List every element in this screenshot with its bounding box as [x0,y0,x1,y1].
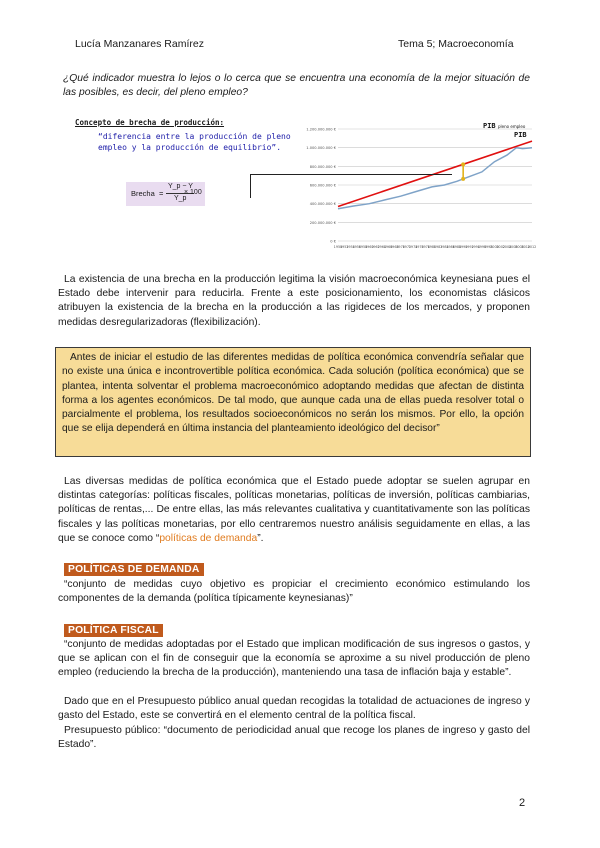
page-number: 2 [519,797,526,809]
x-tick-label: 1976 [415,245,424,249]
y-tick-label: 400.000.000 € [309,202,336,207]
y-tick-label: 800.000.000 € [309,164,336,169]
section-heading-fiscal-policy: POLÍTICA FISCAL [64,624,163,637]
x-tick-label: 1964 [377,245,387,249]
chart-x-ticks [334,245,536,249]
x-tick-label: 2002 [496,245,506,249]
chart-y-ticks [306,128,336,244]
x-tick-label: 1952 [339,245,349,249]
chart-grid [338,129,532,241]
x-tick-label: 2012 [527,245,536,249]
header-author: Lucía Manzanares Ramírez [75,38,204,50]
paragraph-policy-types [58,475,530,546]
output-gap-chart [218,115,536,255]
budget-paragraph: Dado que en el Presupuesto público anual quedan recogidas la totalidad de actuaciones de ingreso y gasto del Estado, este se convertirá en el elemento central de la política fiscal. [58,696,530,722]
y-tick-label: 200.000.000 € [309,220,336,225]
gap-dot-bottom [461,177,465,181]
x-tick-label: 1988 [452,245,462,249]
x-tick-label: 1996 [477,245,487,249]
x-tick-label: 1992 [465,245,474,249]
formula-tail: × 100 [184,189,202,196]
figure-title: Concepto de brecha de producción: [75,118,225,127]
question: ¿Qué indicador muestra lo lejos o lo cerca que se encuentra una economía de la mejor situación de las posibles, es decir, del pleno empleo? [63,73,530,98]
x-tick-label: 2000 [490,245,499,249]
paragraph-output-gap: La existencia de una brecha en la producción legitima la visión macroeconómica keynesiana pues el Estado debe intervenir para reducirla. Frente a este posicionamiento, los economistas clásicos atribuyen la existencia de la brecha en la producción a las rigideces de los mercados, y proponen medidas desregularizadoras (flexibilización). [58,274,530,328]
demand-policies-definition: “conjunto de medidas cuyo objetivo es propiciar el crecimiento económico estimulando los componentes de la demanda (política típicamente keynesianas)” [58,579,530,605]
x-tick-label: 1986 [446,245,455,249]
budget-definition: Presupuesto público: “documento de periodicidad anual que recoge los planes de ingreso y gasto del Estado”. [58,725,530,751]
x-tick-label: 1980 [427,245,437,249]
figure-definition: “diferencia entre la producción de pleno empleo y la producción de equilibrio”. [98,132,291,152]
x-tick-label: 1962 [371,245,380,249]
formula-denominator: Y_p [174,195,187,202]
fiscal-policy-definition: “conjunto de medidas adoptadas por el Estado que implican modificación de sus ingresos o gastos, y que se aplican con el fin de conseguir que la economía se aproxime a su nivel producción de pleno empleo (reduciendo la brecha de la producción), manteniendo una tasa de inflación baja y estable”. [58,639,530,679]
x-tick-label: 1968 [390,245,399,249]
x-tick-label: 2006 [508,245,518,249]
section-heading-demand-policies: POLÍTICAS DE DEMANDA [64,563,204,576]
header-topic: Tema 5; Macroeconomía [398,38,514,50]
x-tick-label: 1990 [458,245,468,249]
y-tick-label: 0 € [330,239,336,244]
pib-label: PIB [514,131,527,139]
y-tick-label: 600.000.000 € [309,183,336,188]
economic-policy-note [55,347,531,457]
connector-horizontal [250,174,452,175]
x-tick-label: 1960 [364,245,374,249]
x-tick-label: 2008 [515,245,524,249]
pib-series-line [338,148,532,209]
x-tick-label: 1982 [433,245,443,249]
potential-pib-label: PIB [483,122,496,130]
x-tick-label: 1998 [483,245,493,249]
x-tick-label: 1956 [352,245,362,249]
gap-dot-top [461,162,465,166]
formula-lhs: Brecha [131,189,155,198]
x-tick-label: 1966 [383,245,393,249]
x-tick-label: 2004 [502,245,512,249]
y-tick-label: 1.200.000.000 € [306,127,336,132]
x-tick-label: 1950 [333,245,343,249]
formula-numerator: Y_p − Y [168,183,193,190]
gap-formula: Brecha = Y_p − Y Y_p × 100 [126,182,205,206]
y-tick-label: 1.000.000.000 € [306,146,336,151]
x-tick-label: 1954 [346,245,355,249]
note-text: Antes de iniciar el estudio de las diferentes medidas de política económica convendría señalar que no existe una única e incontrovertible política económica. Cada solución (política económica) que se plantea, intenta solventar el problema macroeconómico adoptando medidas que afectan de distinta forma a los agentes económicos. De tal modo, que aunque cada una de ellas pueda resolver total o parcialmente el problema, los resultados socioeconómicos no serán los mismos. Por ello, la opción que se elija dependerá en última instancia del planteamiento ideológico del decisor” [62,352,524,435]
x-tick-label: 1972 [402,245,412,249]
x-tick-label: 2010 [521,245,531,249]
x-tick-label: 1978 [421,245,430,249]
x-tick-label: 1958 [358,245,368,249]
x-tick-label: 1970 [396,245,405,249]
x-tick-label: 1984 [440,245,449,249]
demand-policies-highlight: políticas de demanda [159,532,258,544]
connector-vertical [250,174,251,198]
potential-pib-label-sub: pleno empleo [498,124,526,129]
policy-types-end: ”. [257,532,264,544]
x-tick-label: 1994 [471,245,480,249]
policy-types-text: Las diversas medidas de política económica que el Estado puede adoptar se suelen agrupar en distintas categorías: políticas fiscales, políticas monetarias, políticas de inversión, políticas cambiarias, políticas de rentas,... De entre ellas, las más relevantes cualitativa y cuantitativamente son las políticas fiscales y las políticas monetarias, por ello centraremos nuestro análisis seguidamente en ellas, a las que se conoce como “ [58,476,530,544]
x-tick-label: 1974 [408,245,418,249]
